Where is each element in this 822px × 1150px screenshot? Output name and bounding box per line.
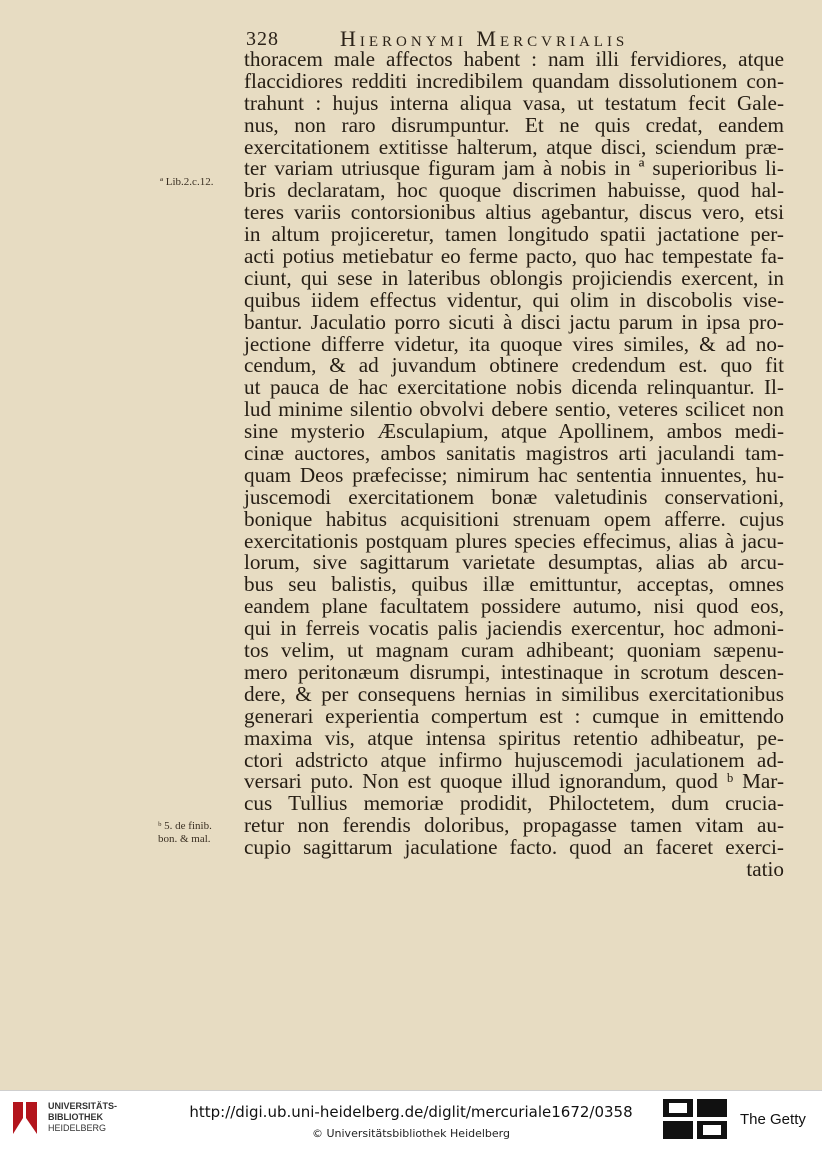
text-line: tatio xyxy=(746,856,784,881)
text-line: ciunt, qui sese in lateribus oblongis projiciendis exercent, in xyxy=(244,265,784,290)
text-line: lud minime silentio obvolvi debere sentio, veteres scilicet non xyxy=(244,397,784,422)
text-line: exercitationem extitisse halterum, atque disci, sciendum præ- xyxy=(244,134,784,159)
margin-note-b-line2: bon. & mal. xyxy=(158,833,211,845)
margin-note-b-line1: ᵇ 5. de finib. xyxy=(158,820,212,832)
body-text xyxy=(244,49,784,881)
text-line: retur non ferendis doloribus, propagasse tamen vitam au- xyxy=(244,813,784,838)
text-line: bantur. Jaculatio porro sicuti à disci jactu parum in ipsa pro- xyxy=(244,309,784,334)
running-head: Hieronymi Mercvrialis xyxy=(340,26,629,51)
getty-logo-icon[interactable] xyxy=(663,1099,727,1139)
text-line: bus seu balistis, quibus illæ emittuntur, acceptas, omnes xyxy=(244,572,784,597)
margin-note-b xyxy=(158,820,212,846)
text-line: maxima vis, atque intensa spiritus retentio adhibeatur, pe- xyxy=(244,725,784,750)
source-url-link[interactable]: http://digi.ub.uni-heidelberg.de/diglit/mercuriale1672/0358 xyxy=(189,1103,633,1121)
library-name-line3: HEIDELBERG xyxy=(48,1123,107,1133)
text-line: cus Tullius memoriæ prodidit, Philoctetem, dum crucia- xyxy=(244,791,784,816)
text-line: exercitationis postquam plures species effecimus, alias à jacu- xyxy=(244,528,784,553)
text-line: ut pauca de hac exercitatione nobis dicenda relinquantur. Il- xyxy=(244,375,784,400)
text-line: flaccidiores redditi incredibilem quandam dissolutionem con- xyxy=(244,68,784,93)
text-line: eandem plane facultatem possidere autumo, nisi quod eos, xyxy=(244,594,784,619)
text-line: jectione differre videtur, ita quoque vires similes, & ad no- xyxy=(244,331,784,356)
text-line: quam Deos præfecisse; nimirum hac sententia innuentes, hu- xyxy=(244,462,784,487)
getty-name: The Getty xyxy=(740,1111,806,1128)
text-line: cinæ auctores, ambos sanitatis magistros arti jaculandi tam- xyxy=(244,441,784,466)
text-line: in altum projiceretur, tamen longitudo spatii jactatione per- xyxy=(244,222,784,247)
text-line: acti potius metiebatur eo ferme pacto, quo hac tempestate fa- xyxy=(244,244,784,269)
text-line: thoracem male affectos habent : nam illi fervidiores, atque xyxy=(244,47,784,71)
text-line: trahunt : hujus interna aliqua vasa, ut testatum fecit Gale- xyxy=(244,90,784,115)
library-name-line1: UNIVERSITÄTS- xyxy=(48,1101,118,1111)
text-line: generari experientia compertum est : cumque in emittendo xyxy=(244,703,784,728)
margin-note-a: ª Lib.2.c.12. xyxy=(160,176,214,188)
text-line: nus, non raro disrumpuntur. Et ne quis credat, eandem xyxy=(244,112,784,137)
copyright-notice: © Universitätsbibliothek Heidelberg xyxy=(311,1127,510,1140)
text-line: bonique habitus acquisitioni strenuam opem afferre. cujus xyxy=(244,506,784,531)
library-name-line2: BIBLIOTHEK xyxy=(48,1112,103,1122)
text-line: versari puto. Non est quoque illud ignorandum, quod ᵇ Mar- xyxy=(244,769,784,794)
text-line: lorum, sive sagittarum varietate desumptas, alias ab arcu- xyxy=(244,550,784,575)
text-line: dere, & per consequens hernias in similibus exercitationibus xyxy=(244,681,784,706)
text-line: ter variam utriusque figuram jam à nobis in ª superioribus li- xyxy=(244,156,784,181)
footer-bar xyxy=(0,1090,822,1150)
text-line: cupio sagittarum jaculatione facto. quod an faceret exerci- xyxy=(244,835,784,860)
text-line: sine mysterio Æsculapium, atque Apollinem, ambos medi- xyxy=(244,419,784,444)
text-line: ctori adstricto atque infirmo hujuscemodi jaculationem ad- xyxy=(244,747,784,772)
text-line: mero peritonæum disrumpi, intestinaque in scrotum descen- xyxy=(244,659,784,684)
text-line: bris declaratam, hoc quoque discrimen habuisse, quod hal- xyxy=(244,178,784,203)
text-line: qui in ferreis vocatis palis jaciendis exercentur, hoc admoni- xyxy=(244,616,784,641)
page-number: 328 xyxy=(246,28,279,50)
text-line: teres variis contorsionibus altius agebantur, discus vero, etsi xyxy=(244,200,784,225)
text-line: tos velim, ut magnam curam adhibeant; quoniam sæpenu- xyxy=(244,638,784,663)
text-line: cendum, & ad juvandum obtinere credendum est. quo fit xyxy=(244,353,784,378)
text-line: juscemodi exercitationem bonæ valetudinis conservationi, xyxy=(244,484,784,509)
text-line: quibus iidem effectus videntur, qui olim in discobolis vise- xyxy=(244,287,784,312)
